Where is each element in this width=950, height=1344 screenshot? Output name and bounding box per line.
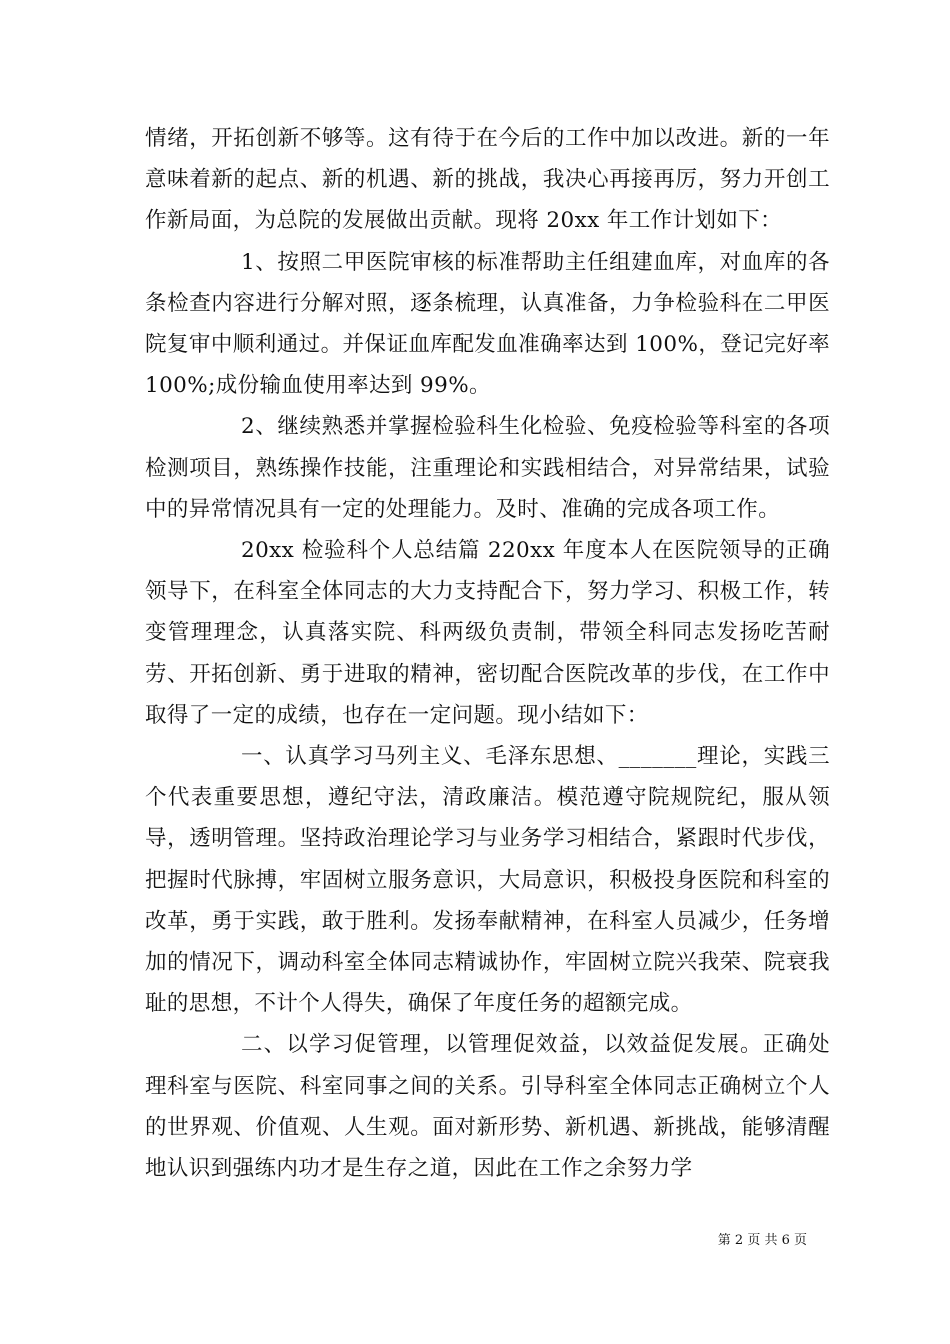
document-body — [145, 118, 830, 1189]
page-number-footer: 第 2 页 共 6 页 — [717, 1233, 807, 1248]
paragraph-3: 2、继续熟悉并掌握检验科生化检验、免疫检验等科室的各项检测项目，熟练操作技能，注重理论和实践相结合，对异常结果，试验中的异常情况具有一定的处理能力。及时、准确的完成各项工作。 — [145, 414, 830, 522]
paragraph-4: 20xx 检验科个人总结篇 220xx 年度本人在医院领导的正确领导下，在科室全体同志的大力支持配合下，努力学习、积极工作，转变管理理念，认真落实院、科两级负责制，带领全科同志发扬吃苦耐劳、开拓创新、勇于进取的精神，密切配合医院改革的步伐，在工作中取得了一定的成绩，也存在一定问题。现小结如下： — [145, 538, 830, 728]
paragraph-6: 二、以学习促管理，以管理促效益，以效益促发展。正确处理科室与医院、科室同事之间的关系。引导科室全体同志正确树立个人的世界观、价值观、人生观。面对新形势、新机遇、新挑战，能够清醒地认识到强练内功才是生存之道，因此在工作之余努力学 — [145, 1032, 830, 1182]
paragraph-2: 1、按照二甲医院审核的标准帮助主任组建血库，对血库的各条检查内容进行分解对照，逐条梳理，认真准备，力争检验科在二甲医院复审中顺利通过。并保证血库配发血准确率达到 100%，登记完好率 100%;成份输血使用率达到 99%。 — [145, 249, 830, 399]
paragraph-5: 一、认真学习马列主义、毛泽东思想、_______理论，实践三个代表重要思想，遵纪守法，清政廉洁。模范遵守院规院纪，服从领导，透明管理。坚持政治理论学习与业务学习相结合，紧跟时代步伐，把握时代脉搏，牢固树立服务意识，大局意识，积极投身医院和科室的改革，勇于实践，敢于胜利。发扬奉献精神，在科室人员减少，任务增加的情况下，调动科室全体同志精诚协作，牢固树立院兴我荣、院衰我耻的思想，不计个人得失，确保了年度任务的超额完成。 — [145, 744, 830, 1017]
paragraph-1: 情绪，开拓创新不够等。这有待于在今后的工作中加以改进。新的一年意味着新的起点、新的机遇、新的挑战，我决心再接再厉，努力开创工作新局面，为总院的发展做出贡献。现将 20xx 年工作计划如下： — [145, 126, 830, 234]
